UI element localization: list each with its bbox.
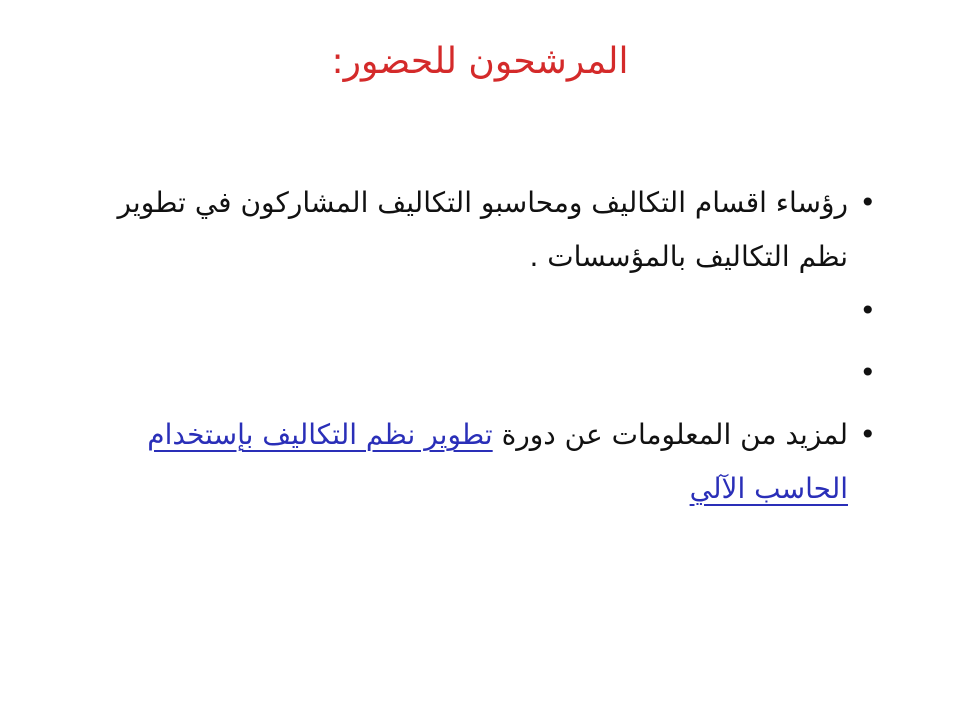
course-link[interactable]: تطوير نظم التكاليف بإستخدام الحاسب الآلي — [147, 418, 848, 505]
bullet-icon: • — [859, 356, 876, 389]
bullet-icon: • — [859, 294, 876, 327]
bullet-text: لمزيد من المعلومات عن دورة — [501, 418, 848, 451]
bullet-text: رؤساء اقسام التكاليف ومحاسبو التكاليف المشاركون في تطوير نظم التكاليف بالمؤسسات . — [117, 186, 848, 273]
bullet-icon: • — [859, 418, 876, 451]
bullet-item-more-info — [96, 408, 876, 516]
bullet-item-attendees — [96, 176, 876, 284]
bullet-item-empty — [96, 284, 876, 346]
bullet-icon: • — [859, 186, 876, 219]
bullet-item-empty — [96, 346, 876, 408]
slide-title: المرشحون للحضور: — [331, 41, 629, 82]
bullet-list — [96, 176, 876, 516]
